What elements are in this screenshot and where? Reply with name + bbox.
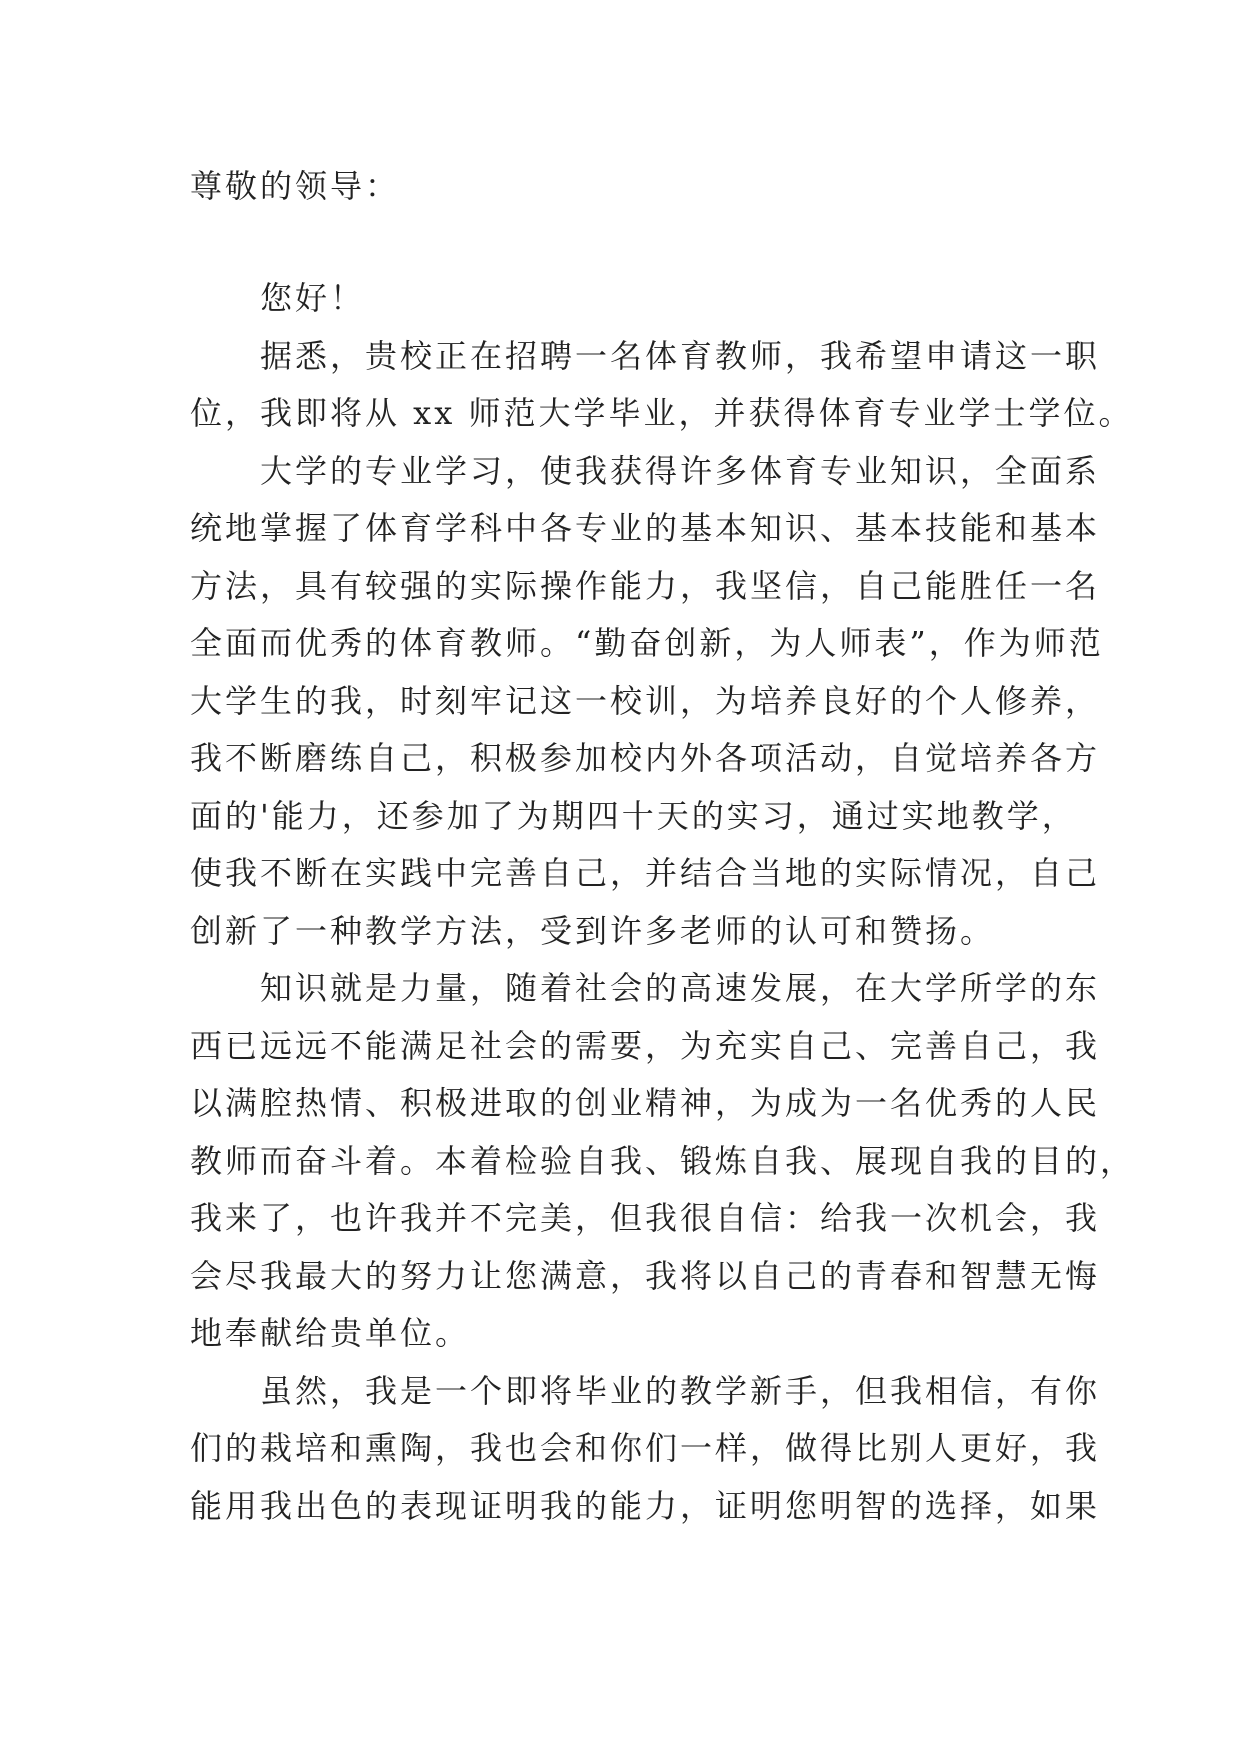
- salutation: 尊敬的领导：: [190, 167, 401, 205]
- text-line: 您好！: [260, 279, 366, 317]
- text-line: 我不断磨练自己，积极参加校内外各项活动，自觉培养各方: [190, 739, 1101, 777]
- text-line: 面的'能力，还参加了为期四十天的实习，通过实地教学，: [190, 796, 1077, 835]
- letter-body: [190, 270, 1136, 1535]
- text-line: 大学生的我，时刻牢记这一校训，为培养良好的个人修养，: [190, 681, 1101, 720]
- text-line: 西已远远不能满足社会的需要，为充实自己、完善自己，我: [190, 1026, 1101, 1065]
- text-line: 知识就是力量，随着社会的高速发展，在大学所学的东: [260, 969, 1101, 1007]
- text-line: 大学的专业学习，使我获得许多体育专业知识，全面系: [260, 451, 1101, 490]
- text-line: 们的栽培和熏陶，我也会和你们一样，做得比别人更好，我: [190, 1429, 1101, 1467]
- text-line: 全面而优秀的体育教师。“勤奋创新，为人师表”，作为师范: [190, 624, 1104, 662]
- text-line: 统地掌握了体育学科中各专业的基本知识、基本技能和基本: [190, 509, 1101, 547]
- text-line: 方法，具有较强的实际操作能力，我坚信，自己能胜任一名: [190, 566, 1101, 605]
- text-line: 使我不断在实践中完善自己，并结合当地的实际情况，自己: [190, 854, 1101, 892]
- text-line: 会尽我最大的努力让您满意，我将以自己的青春和智慧无悔: [190, 1256, 1101, 1295]
- text-line: 以满腔热情、积极进取的创业精神，为成为一名优秀的人民: [190, 1084, 1101, 1122]
- text-line: 位，我即将从 xx 师范大学毕业，并获得体育专业学士学位。: [190, 394, 1134, 432]
- text-line: 地奉献给贵单位。: [190, 1314, 471, 1352]
- text-line: 据悉，贵校正在招聘一名体育教师，我希望申请这一职: [260, 336, 1101, 375]
- text-line: 我来了，也许我并不完美，但我很自信：给我一次机会，我: [190, 1199, 1101, 1237]
- text-line: 虽然，我是一个即将毕业的教学新手，但我相信，有你: [260, 1371, 1101, 1410]
- text-line: 能用我出色的表现证明我的能力，证明您明智的选择，如果: [190, 1486, 1101, 1525]
- text-line: 教师而奋斗着。本着检验自我、锻炼自我、展现自我的目的，: [190, 1141, 1136, 1180]
- text-line: 创新了一种教学方法，受到许多老师的认可和赞扬。: [190, 911, 996, 950]
